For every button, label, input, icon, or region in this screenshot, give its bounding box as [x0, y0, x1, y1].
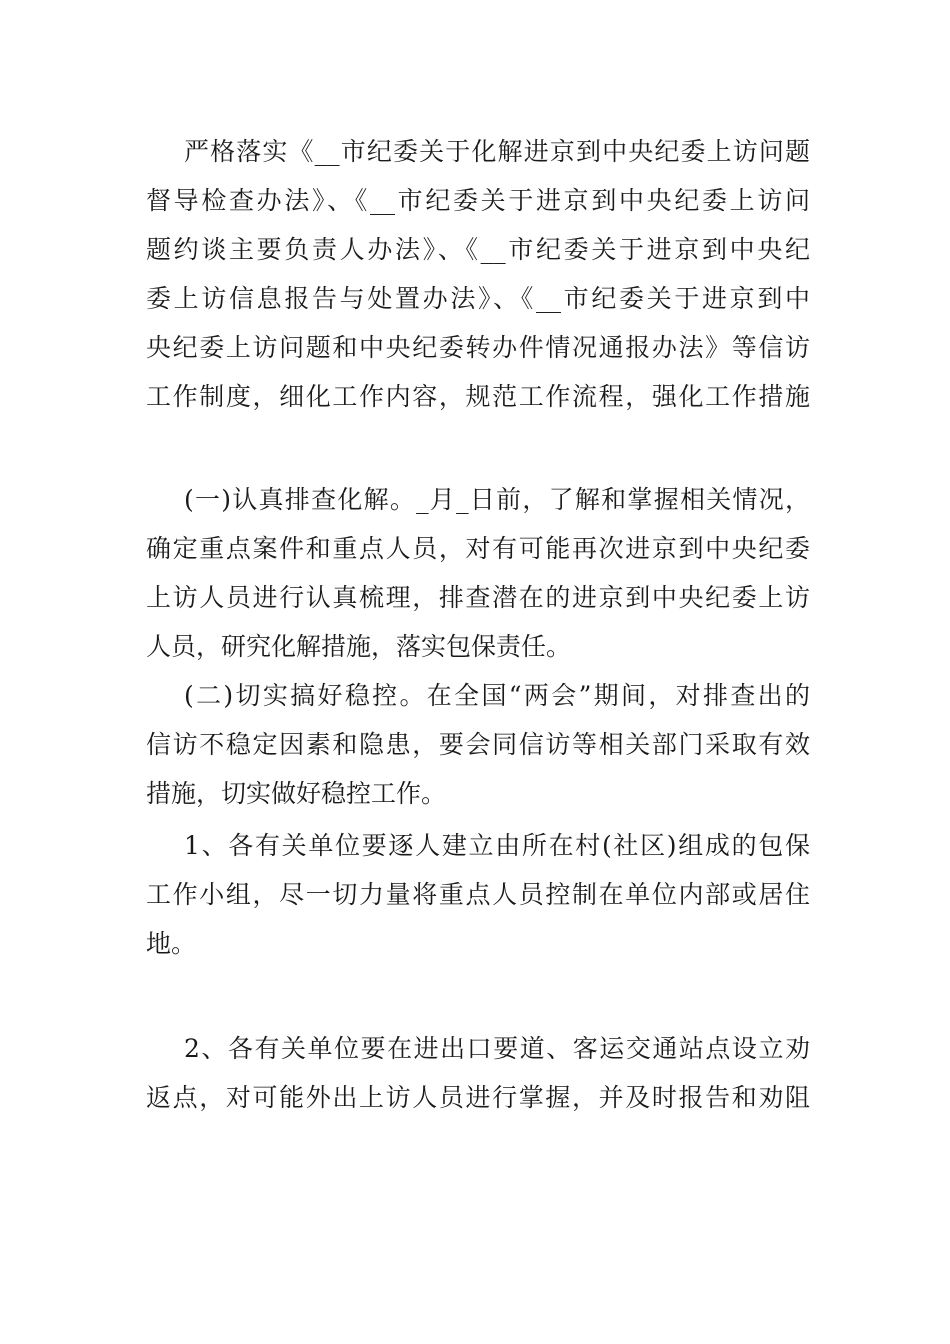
text-line: (二)切实搞好稳控。在全国“两会”期间，对排查出的	[184, 681, 810, 710]
text-line: 央纪委上访问题和中央纪委转办件情况通报办法》等信访	[146, 333, 810, 362]
text-line: 信访不稳定因素和隐患，要会同信访等相关部门采取有效	[146, 730, 810, 759]
text-line: 工作制度，细化工作内容，规范工作流程，强化工作措施	[146, 382, 810, 411]
text-line: 2、各有关单位要在进出口要道、客运交通站点设立劝	[184, 1034, 810, 1063]
text-line: 工作小组，尽一切力量将重点人员控制在单位内部或居住	[146, 880, 810, 909]
text-line: 确定重点案件和重点人员，对有可能再次进京到中央纪委	[146, 534, 810, 563]
text-line: 督导检查办法》、《__市纪委关于进京到中央纪委上访问	[146, 186, 810, 215]
text-line: (一)认真排查化解。_月_日前，了解和掌握相关情况，	[184, 485, 810, 514]
text-line: 1、各有关单位要逐人建立由所在村(社区)组成的包保	[184, 831, 810, 860]
text-line: 地。	[146, 929, 197, 958]
text-line: 上访人员进行认真梳理，排查潜在的进京到中央纪委上访	[146, 583, 810, 612]
text-line: 严格落实《__市纪委关于化解进京到中央纪委上访问题	[184, 137, 810, 166]
text-line: 题约谈主要负责人办法》、《__市纪委关于进京到中央纪	[146, 235, 810, 264]
text-line: 委上访信息报告与处置办法》、《__市纪委关于进京到中	[146, 284, 810, 313]
text-line: 措施，切实做好稳控工作。	[146, 779, 447, 808]
text-line: 人员，研究化解措施，落实包保责任。	[146, 632, 572, 661]
text-line: 返点，对可能外出上访人员进行掌握，并及时报告和劝阻	[146, 1083, 810, 1112]
